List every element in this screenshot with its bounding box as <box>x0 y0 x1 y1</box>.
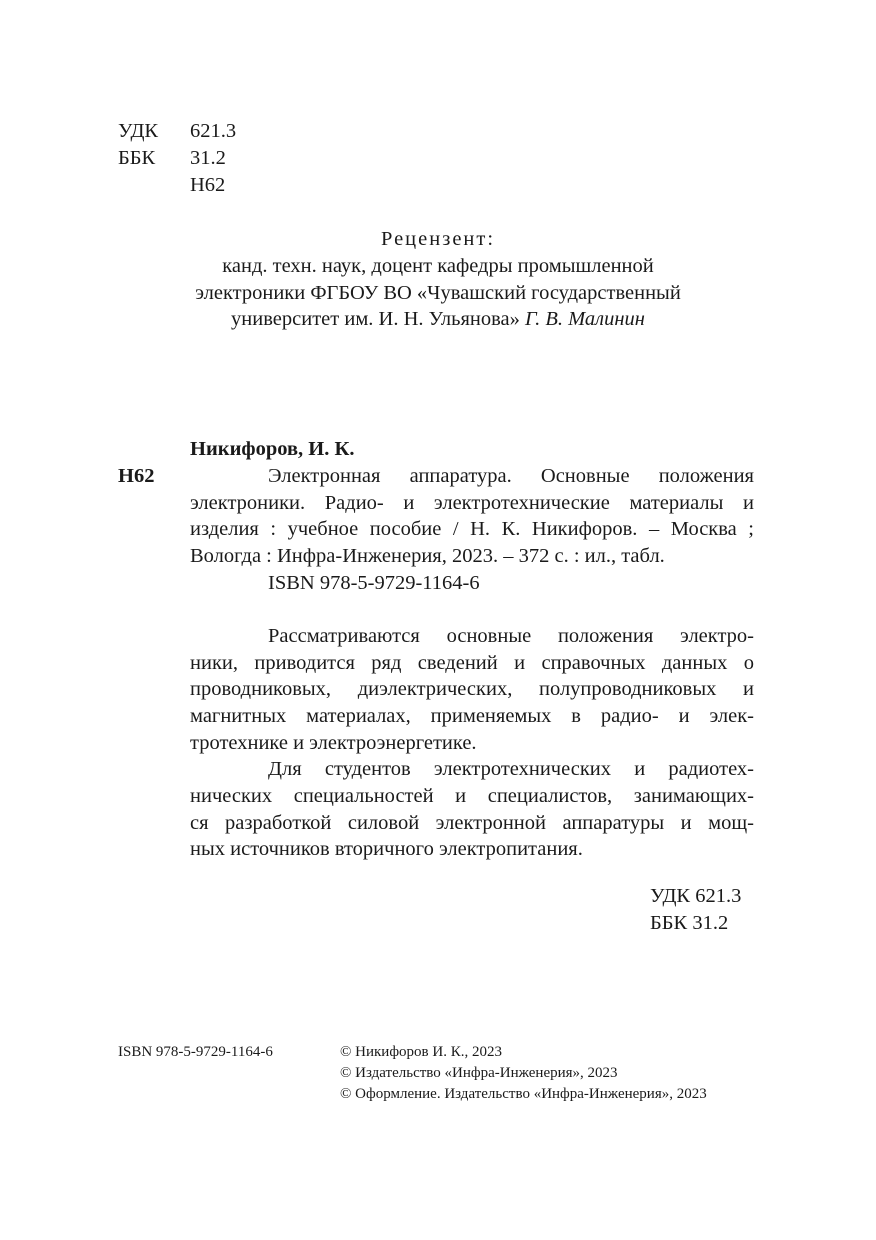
annotation-p1-line-4: магнитных материалах, применяемых в радио- и элек- <box>190 705 754 727</box>
bib-mark: Н62 <box>118 465 155 487</box>
annotation-p1-line-1: Рассматриваются основные положения электро- <box>268 625 754 647</box>
reviewer-affiliation: университет им. И. Н. Ульянова» <box>231 308 520 330</box>
reviewer-line-2: электроники ФГБОУ ВО «Чувашский государственный <box>195 282 681 304</box>
annotation-p1-line-3: проводниковых, диэлектрических, полупроводниковых и <box>190 678 754 700</box>
copyright-author: © Никифоров И. К., 2023 <box>340 1044 502 1060</box>
bib-line-2: электроники. Радио- и электротехнические материалы и <box>190 492 754 514</box>
udk-label: УДК <box>118 120 159 142</box>
copyright-publisher: © Издательство «Инфра-Инженерия», 2023 <box>340 1065 618 1081</box>
reviewer-heading: Рецензент: <box>380 228 496 250</box>
annotation-p1-line-5: тротехнике и электроэнергетике. <box>190 732 477 754</box>
annotation-p2-line-3: ся разработкой силовой электронной аппаратуры и мощ- <box>190 812 754 834</box>
author-mark: Н62 <box>190 174 226 196</box>
footer-isbn: ISBN 978-5-9729-1164-6 <box>118 1044 273 1060</box>
reviewer-line-1: канд. техн. наук, доцент кафедры промышленной <box>222 255 654 277</box>
annotation-p2-line-2: нических специальностей и специалистов, занимающих- <box>190 785 754 807</box>
annotation-p2-line-4: ных источников вторичного электропитания. <box>190 838 583 860</box>
bbk-value: 31.2 <box>190 147 226 169</box>
bbk-bottom: ББК 31.2 <box>650 912 729 934</box>
bib-line-1: Электронная аппаратура. Основные положения <box>268 465 754 487</box>
reviewer-name: Г. В. Малинин <box>524 308 645 330</box>
udk-value: 621.3 <box>190 120 237 142</box>
udk-bottom: УДК 621.3 <box>650 885 742 907</box>
bib-line-3: изделия : учебное пособие / Н. К. Никифоров. – Москва ; <box>190 518 754 540</box>
bib-author: Никифоров, И. К. <box>190 438 355 460</box>
bib-isbn: ISBN 978-5-9729-1164-6 <box>268 572 480 594</box>
bib-line-4: Вологда : Инфра-Инженерия, 2023. – 372 с. : ил., табл. <box>190 545 665 567</box>
bbk-label: ББК <box>118 147 156 169</box>
annotation-p2-line-1: Для студентов электротехнических и радиотех- <box>268 758 754 780</box>
copyright-design: © Оформление. Издательство «Инфра-Инженерия», 2023 <box>340 1086 707 1102</box>
reviewer-line-3 <box>118 306 758 332</box>
annotation-p1-line-2: ники, приводится ряд сведений и справочных данных о <box>190 652 754 674</box>
